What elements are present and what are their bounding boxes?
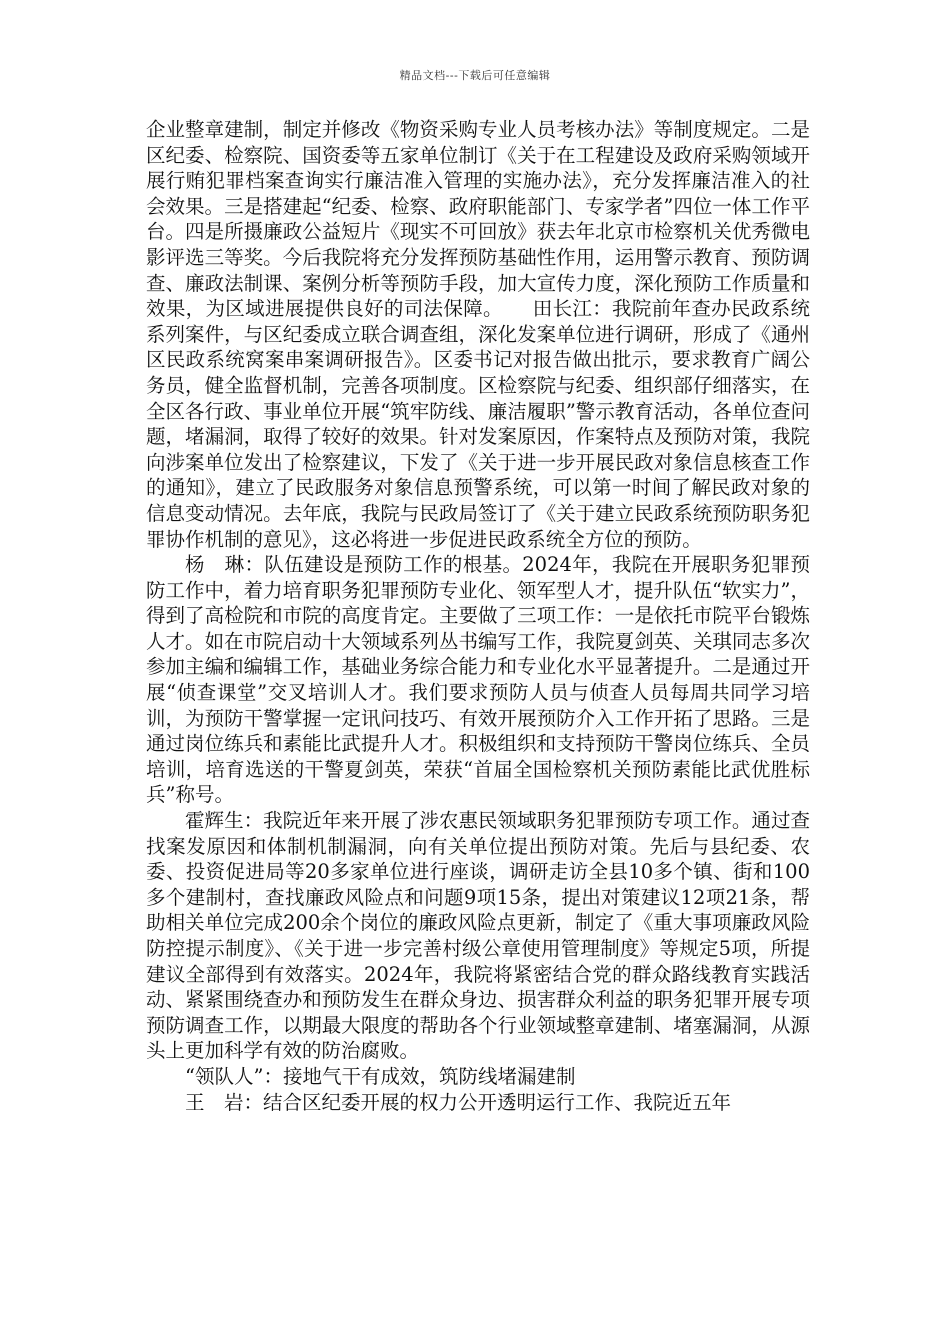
section-heading: “领队人”：接地气干有成效，筑防线堵漏建制 xyxy=(185,1064,576,1088)
paragraph-wang-yan: 王 岩：结合区纪委开展的权力公开透明运行工作、我院近五年 xyxy=(185,1090,732,1114)
paragraph-yang-lin: 杨 琳：队伍建设是预防工作的根基。2024年，我院在开展职务犯罪预防工作中，着力培育职务犯罪预防专业化、领军型人才，提升队伍“软实力”，得到了高检院和市院的高度肯定。主要做了三项工作：一是依托市院平台锻炼人才。如在市院启动十大领域系列丛书编写工作，我院夏剑英、关琪同志多次参加主编和编辑工作，基础业务综合能力和专业化水平显著提升。二是通过开展“侦查课堂”交叉培训人才。我们要求预防人员与侦查人员每周共同学习培训，为预防干警掌握一定讯问技巧、有效开展预防介入工作开拓了思路。三是通过岗位练兵和素能比武提升人才。积极组织和支持预防干警岗位练兵、全员培训，培育选送的干警夏剑英，荣获“首届全国检察机关预防素能比武优胜标兵”称号。 xyxy=(146,553,810,807)
paragraph-huo-huisheng: 霍辉生：我院近年来开展了涉农惠民领域职务犯罪预防专项工作。通过查找案发原因和体制机制漏洞，向有关单位提出预防对策。先后与县纪委、农委、投资促进局等20多家单位进行座谈，调研走访全县10多个镇、街和100多个建制村，查找廉政风险点和问题9项15条，提出对策建议12项21条，帮助相关单位完成200余个岗位的廉政风险点更新，制定了《重大事项廉政风险防控提示制度》、《关于进一步完善村级公章使用管理制度》等规定5项，所提建议全部得到有效落实。2024年，我院将紧密结合党的群众路线教育实践活动、紧紧围绕查办和预防发生在群众身边、损害群众利益的职务犯罪开展专项预防调查工作，以期最大限度的帮助各个行业领域整章建制、堵塞漏洞，从源头上更加科学有效的防治腐败。 xyxy=(146,809,810,1063)
page-header-note: 精品文档---下载后可任意编辑 xyxy=(399,69,551,82)
paragraph-continuation: 企业整章建制，制定并修改《物资采购专业人员考核办法》等制度规定。二是区纪委、检察院、国资委等五家单位制订《关于在工程建设及政府采购领域开展行贿犯罪档案查询实行廉洁准入管理的实施办法》，充分发挥廉洁准入的社会效果。三是搭建起“纪委、检察、政府职能部门、专家学者”四位一体工作平台。四是所摄廉政公益短片《现实不可回放》获去年北京市检察机关优秀微电影评选三等奖。今后我院将充分发挥预防基础性作用，运用警示教育、预防调查、廉政法制课、案例分析等预防手段，加大宣传力度，深化预防工作质量和效果，为区域进展提供良好的司法保障。 田长江：我院前年查办民政系统系列案件，与区纪委成立联合调查组，深化发案单位进行调研，形成了《通州区民政系统窝案串案调研报告》。区委书记对报告做出批示，要求教育广阔公务员，健全监督机制，完善各项制度。区检察院与纪委、组织部仔细落实，在全区各行政、事业单位开展“筑牢防线、廉洁履职”警示教育活动，各单位查问题，堵漏洞，取得了较好的效果。针对发案原因，作案特点及预防对策，我院向涉案单位发出了检察建议，下发了《关于进一步开展民政对象信息核查工作的通知》，建立了民政服务对象信息预警系统，可以第一时间了解民政对象的信息变动情况。去年底，我院与民政局签订了《关于建立民政系统预防职务犯罪协作机制的意见》，这必将进一步促进民政系统全方位的预防。 xyxy=(146,118,810,551)
document-body xyxy=(146,117,810,1115)
